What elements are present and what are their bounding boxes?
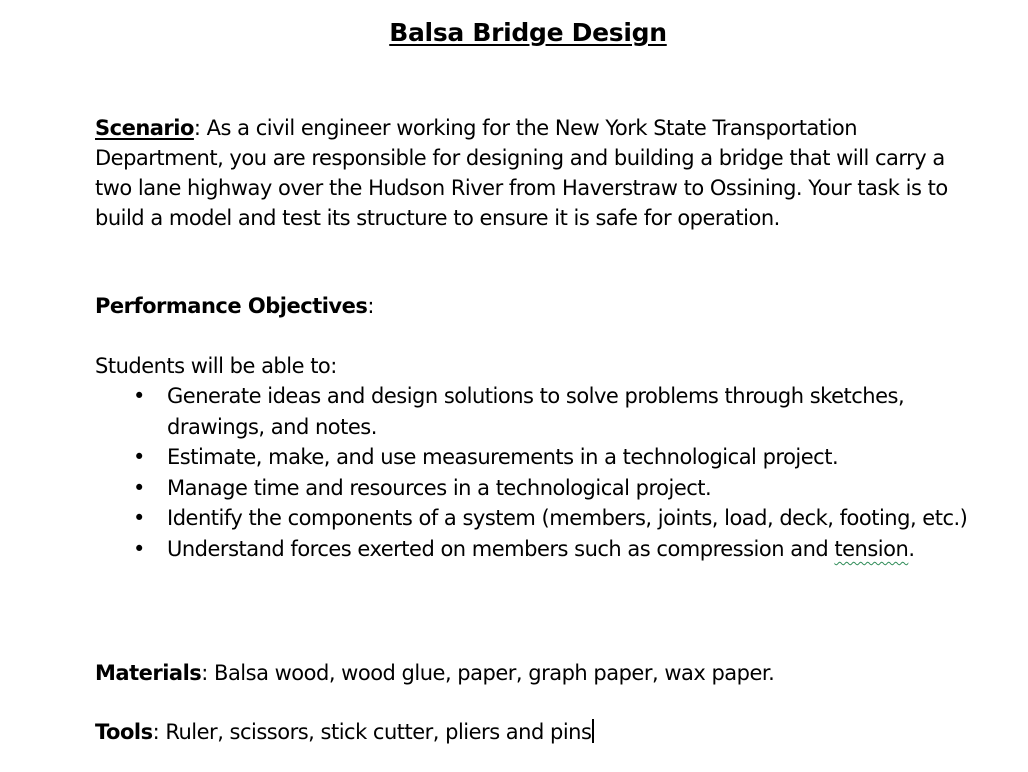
list-item bbox=[95, 473, 975, 504]
bullet-icon: • bbox=[133, 536, 145, 561]
materials-text: : Balsa wood, wood glue, paper, graph paper, wax paper. bbox=[201, 661, 775, 685]
list-item-text: Manage time and resources in a technological project. bbox=[167, 475, 712, 500]
list-item bbox=[95, 381, 975, 442]
objectives-label: Performance Objectives bbox=[95, 294, 368, 318]
tools-label: Tools bbox=[95, 720, 153, 744]
list-item-text: Understand forces exerted on members such as compression and bbox=[167, 536, 835, 561]
bullet-icon: • bbox=[133, 475, 145, 500]
list-item-text-end: . bbox=[908, 536, 915, 561]
objectives-suffix: : bbox=[367, 294, 374, 318]
list-item bbox=[95, 534, 975, 565]
list-item bbox=[95, 442, 975, 473]
students-intro: Students will be able to: bbox=[95, 354, 337, 378]
tools-line bbox=[95, 717, 594, 747]
bullet-icon: • bbox=[133, 506, 145, 531]
document-title: Balsa Bridge Design bbox=[389, 18, 667, 47]
text-cursor[interactable] bbox=[592, 719, 594, 743]
scenario-label: Scenario bbox=[95, 116, 194, 140]
list-item-text: Generate ideas and design solutions to solve problems through sketches, drawings, and notes. bbox=[167, 384, 905, 439]
bullet-icon: • bbox=[133, 384, 145, 408]
materials-line bbox=[95, 658, 774, 688]
objectives-list bbox=[95, 381, 975, 565]
scenario-text: : As a civil engineer working for the New York State Transportation Department, you are responsible for designing and building a bridge that will carry a two lane highway over the Hudson River from Haverstraw to Ossining. Your task is to build a model and test its structure to ensure it is safe for operation. bbox=[95, 116, 948, 230]
performance-objectives-heading bbox=[95, 291, 374, 321]
materials-label: Materials bbox=[95, 661, 202, 685]
list-item-text: Estimate, make, and use measurements in a technological project. bbox=[167, 445, 839, 470]
scenario-paragraph bbox=[95, 113, 975, 233]
bullet-icon: • bbox=[133, 445, 145, 470]
list-item bbox=[95, 503, 975, 534]
spellcheck-flagged-word[interactable]: tension bbox=[834, 536, 909, 561]
tools-text: : Ruler, scissors, stick cutter, pliers and pins bbox=[152, 720, 592, 744]
list-item-text: Identify the components of a system (members, joints, load, deck, footing, etc.) bbox=[167, 506, 968, 531]
